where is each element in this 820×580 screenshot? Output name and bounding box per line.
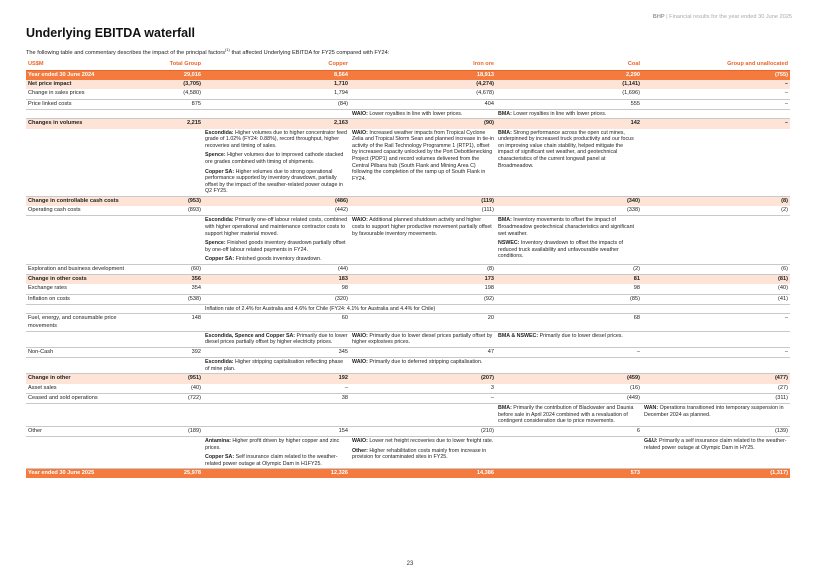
row-fy24 xyxy=(26,71,790,81)
cell-label: Net price impact xyxy=(26,80,146,89)
report-subtitle: Financial results for the year ended 30 June 2025 xyxy=(669,14,792,20)
commentary-copper xyxy=(203,129,350,197)
commentary-entity: Other: xyxy=(352,447,368,454)
cell-group: – xyxy=(642,314,790,331)
cell-copper: 183 xyxy=(203,275,350,285)
commentary-entity: BMA: xyxy=(498,404,512,411)
commentary-text: Additional planned shutdown activity and higher costs to support higher productive movement partially offset by favourable inventory movements. xyxy=(352,217,492,237)
cell-iron-ore: 173 xyxy=(350,275,496,285)
commentary-entity: BMA: xyxy=(498,129,512,136)
row-infl xyxy=(26,294,790,304)
commentary-entity: NSWEC: xyxy=(498,240,520,247)
cell-copper: 38 xyxy=(203,393,350,403)
row-fx xyxy=(26,284,790,294)
cell-group: (41) xyxy=(642,294,790,304)
cell-copper: 60 xyxy=(203,314,350,331)
commentary-text: Primarily due to lower diesel prices partially offset by higher electricity prices. xyxy=(205,332,348,346)
cell-total: (893) xyxy=(146,206,203,216)
commentary-text: Primarily due to lower diesel prices. xyxy=(538,332,623,339)
commentary-entity: WAIO: xyxy=(352,332,368,339)
commentary-text: Primarily due to deferred stripping capitalisation. xyxy=(367,359,483,366)
empty-cell xyxy=(203,109,350,119)
commentary-text: Lower royalties in line with lower prices. xyxy=(367,110,463,117)
commentary-entity: Copper SA: xyxy=(205,454,235,461)
commentary-group xyxy=(642,403,790,426)
empty-cell xyxy=(642,331,790,347)
cell-iron-ore: (4,678) xyxy=(350,89,496,99)
cell-group: (27) xyxy=(642,384,790,394)
commentary-entity: Spence: xyxy=(205,240,226,247)
commentary-entity: BMA & NSWEC: xyxy=(498,332,539,339)
ebitda-waterfall-table xyxy=(26,60,790,478)
cell-iron-ore: (207) xyxy=(350,374,496,384)
commentary-entity: BMA: xyxy=(498,217,512,224)
empty-cell xyxy=(26,331,146,347)
commentary-paragraph xyxy=(352,359,494,366)
empty-cell xyxy=(26,403,146,426)
commentary-text: Inventory drawdown to offset the impacts of reduced truck availability and unfavourable weather conditions. xyxy=(498,240,624,260)
commentary-copper xyxy=(203,216,350,265)
row-fy25 xyxy=(26,469,790,479)
row-assets xyxy=(26,384,790,394)
commentary-text: Primarily a self insurance claim related to the weather-related power outage at Olympic Dam in HY25. xyxy=(644,437,787,451)
note-row xyxy=(26,304,790,314)
row-noncash xyxy=(26,347,790,357)
commentary-text: Strong performance across the open cut mines, underpinned by increased truck productivity and our focus on improving value chain stability, helped mitigate the impact of significant wet weather, and geotechnical characteristics of the current longwall panel at Broadmeadow. xyxy=(498,129,634,169)
commentary-row xyxy=(26,109,790,119)
commentary-text: Higher profit driven by higher copper and zinc prices. xyxy=(205,437,340,451)
commentary-iron-ore xyxy=(350,436,496,468)
empty-cell xyxy=(146,129,203,197)
cell-copper: – xyxy=(203,384,350,394)
cell-label: Change in sales prices xyxy=(26,89,146,99)
commentary-paragraph xyxy=(644,405,788,418)
cell-iron-ore: (92) xyxy=(350,294,496,304)
commentary-paragraph xyxy=(205,359,348,372)
commentary-paragraph xyxy=(205,438,348,451)
cell-iron-ore: (90) xyxy=(350,119,496,129)
cell-label: Change in controllable cash costs xyxy=(26,196,146,206)
commentary-entity: Spence: xyxy=(205,152,226,159)
commentary-entity: WAN: xyxy=(644,404,659,411)
commentary-text: Primarily due to lower diesel prices partially offset by higher explosives prices. xyxy=(352,332,493,346)
column-header-copper: Copper xyxy=(203,60,350,71)
column-header-row xyxy=(26,60,790,71)
commentary-entity: WAIO: xyxy=(352,129,368,136)
column-header-group: Group and unallocated xyxy=(642,60,790,71)
cell-group: – xyxy=(642,80,790,89)
commentary-text: Inventory movements to offset the impact of Broadmeadow geotechnical characteristics and significant wet weather. xyxy=(498,217,635,237)
commentary-row xyxy=(26,331,790,347)
commentary-iron-ore xyxy=(350,331,496,347)
commentary-coal xyxy=(496,216,642,265)
cell-total: (60) xyxy=(146,264,203,274)
commentary-row xyxy=(26,129,790,197)
row-price_costs xyxy=(26,99,790,109)
cell-total: 392 xyxy=(146,347,203,357)
cell-label: Exploration and business development xyxy=(26,264,146,274)
cell-label: Non-Cash xyxy=(26,347,146,357)
row-opcash xyxy=(26,206,790,216)
commentary-coal xyxy=(496,331,642,347)
commentary-coal xyxy=(496,129,642,197)
commentary-row xyxy=(26,358,790,374)
cell-total: 356 xyxy=(146,275,203,285)
commentary-copper xyxy=(203,436,350,468)
commentary-paragraph xyxy=(352,130,494,183)
cell-coal: (338) xyxy=(496,206,642,216)
cell-coal: 68 xyxy=(496,314,642,331)
commentary-entity: Antamina: xyxy=(205,437,231,444)
page-title: Underlying EBITDA waterfall xyxy=(26,26,196,40)
cell-iron-ore: (4,274) xyxy=(350,80,496,89)
cell-coal: 142 xyxy=(496,119,642,129)
commentary-paragraph xyxy=(352,333,494,346)
empty-cell xyxy=(203,403,350,426)
commentary-paragraph xyxy=(498,130,640,170)
empty-cell xyxy=(642,109,790,119)
cell-coal: 573 xyxy=(496,469,642,479)
cell-group: (6) xyxy=(642,264,790,274)
cell-label: Change in other xyxy=(26,374,146,384)
cell-copper: 12,326 xyxy=(203,469,350,479)
empty-cell xyxy=(26,129,146,197)
cell-copper: 1,794 xyxy=(203,89,350,99)
cell-group: (755) xyxy=(642,71,790,81)
empty-cell xyxy=(146,216,203,265)
commentary-paragraph xyxy=(205,333,348,346)
commentary-paragraph xyxy=(205,130,348,150)
cell-iron-ore: (119) xyxy=(350,196,496,206)
cell-coal: (449) xyxy=(496,393,642,403)
commentary-paragraph xyxy=(498,111,640,118)
cell-group: (1,317) xyxy=(642,469,790,479)
row-npi xyxy=(26,80,790,89)
commentary-paragraph xyxy=(498,217,640,237)
commentary-text: Self insurance claim related to the weather-related power outage at Olympic Dam in H1FY25. xyxy=(205,454,338,467)
cell-iron-ore: (111) xyxy=(350,206,496,216)
commentary-coal xyxy=(496,403,642,426)
commentary-coal xyxy=(496,109,642,119)
intro-text: The following table and commentary describes the impact of the principal factors$^{(1)}$ that affected Underlying EBITDA for FY25 compared with FY24: xyxy=(26,47,390,56)
cell-copper: (320) xyxy=(203,294,350,304)
cell-group: – xyxy=(642,99,790,109)
cell-coal: 98 xyxy=(496,284,642,294)
commentary-text: Finished goods inventory drawdown partially offset by one-off labour related payments in FY24. xyxy=(205,240,346,253)
empty-cell xyxy=(146,109,203,119)
cell-iron-ore: 20 xyxy=(350,314,496,331)
cell-label: Price linked costs xyxy=(26,99,146,109)
commentary-text: Lower royalties in line with lower prices. xyxy=(511,110,607,117)
cell-total: (951) xyxy=(146,374,203,384)
commentary-paragraph xyxy=(498,405,640,425)
cell-copper: (44) xyxy=(203,264,350,274)
cell-total: (40) xyxy=(146,384,203,394)
cell-label: Year ended 30 June 2024 xyxy=(26,71,146,81)
row-controllable xyxy=(26,196,790,206)
empty-cell xyxy=(146,304,203,314)
cell-label: Change in other costs xyxy=(26,275,146,285)
cell-iron-ore: – xyxy=(350,393,496,403)
empty-cell xyxy=(26,436,146,468)
cell-coal: (2) xyxy=(496,264,642,274)
empty-cell xyxy=(496,358,642,374)
commentary-iron-ore xyxy=(350,358,496,374)
cell-group: (139) xyxy=(642,426,790,436)
brand-label: BHP xyxy=(652,14,665,20)
cell-copper: (84) xyxy=(203,99,350,109)
column-header-coal: Coal xyxy=(496,60,642,71)
cell-copper: 8,564 xyxy=(203,71,350,81)
cell-total: (538) xyxy=(146,294,203,304)
cell-coal: (85) xyxy=(496,294,642,304)
commentary-paragraph xyxy=(498,240,640,260)
commentary-paragraph xyxy=(205,454,348,467)
column-header-label: US$M xyxy=(26,60,146,71)
cell-group: (477) xyxy=(642,374,790,384)
commentary-entity: WAIO: xyxy=(352,359,368,366)
empty-cell xyxy=(26,304,146,314)
commentary-entity: G&U: xyxy=(644,437,658,444)
commentary-row xyxy=(26,436,790,468)
empty-cell xyxy=(146,403,203,426)
row-other xyxy=(26,374,790,384)
empty-cell xyxy=(146,331,203,347)
commentary-entity: BMA: xyxy=(498,110,512,117)
row-fuel xyxy=(26,314,790,331)
row-otherl xyxy=(26,426,790,436)
cell-group: – xyxy=(642,119,790,129)
row-sales_price xyxy=(26,89,790,99)
empty-cell xyxy=(146,358,203,374)
row-volumes xyxy=(26,119,790,129)
commentary-row xyxy=(26,216,790,265)
commentary-copper xyxy=(203,358,350,374)
commentary-entity: Escondida: xyxy=(205,129,234,136)
cell-copper: 1,710 xyxy=(203,80,350,89)
commentary-paragraph xyxy=(205,256,348,263)
empty-cell xyxy=(146,436,203,468)
page-number: 23 xyxy=(406,561,414,567)
commentary-paragraph xyxy=(205,240,348,253)
cell-coal: 555 xyxy=(496,99,642,109)
cell-group: – xyxy=(642,347,790,357)
cell-label: Year ended 30 June 2025 xyxy=(26,469,146,479)
cell-coal: (459) xyxy=(496,374,642,384)
commentary-text: Higher volumes due to strong operational performance supported by inventory drawdown, partially offset by the impact of the weather-related power outage in Q2 FY25. xyxy=(205,168,343,195)
commentary-paragraph xyxy=(644,438,788,451)
commentary-text: Increased weather impacts from Tropical Cyclone Zelia and Tropical Storm Sean and planned increase in tie-in activity of the Rail Technology Programme 1 (RTP1), offset by increased capacity unlocked by the Port Debottlenecking Project (PDP1) and record volumes delivered from the Central Pilbara hub (South Flank and Mining Area C) following the completion of the ramp up of South Flank in FY24. xyxy=(352,129,494,182)
cell-label: Exchange rates xyxy=(26,284,146,294)
row-othercosts xyxy=(26,275,790,285)
commentary-text: Higher stripping capitalisation reflecting phase of mine plan. xyxy=(205,359,344,372)
row-ceased xyxy=(26,393,790,403)
column-header-total: Total Group xyxy=(146,60,203,71)
commentary-iron-ore xyxy=(350,109,496,119)
cell-total: 29,016 xyxy=(146,71,203,81)
commentary-group xyxy=(642,436,790,468)
cell-coal: 81 xyxy=(496,275,642,285)
cell-label: Operating cash costs xyxy=(26,206,146,216)
column-header-iron-ore: Iron ore xyxy=(350,60,496,71)
commentary-text: Higher volumes due to improved cathode stacked ore grades combined with timing of shipments. xyxy=(205,152,344,165)
cell-total: 2,215 xyxy=(146,119,203,129)
commentary-text: Primarily one-off labour related costs, combined with higher operational and maintenance contractor costs to support higher material moved. xyxy=(205,217,348,237)
commentary-entity: WAIO: xyxy=(352,437,368,444)
cell-label: Inflation on costs xyxy=(26,294,146,304)
cell-group: (2) xyxy=(642,206,790,216)
cell-coal: 6 xyxy=(496,426,642,436)
cell-copper: (442) xyxy=(203,206,350,216)
empty-cell xyxy=(642,358,790,374)
cell-total: 354 xyxy=(146,284,203,294)
cell-label: Changes in volumes xyxy=(26,119,146,129)
commentary-text: Finished goods inventory drawdown. xyxy=(234,256,322,263)
cell-copper: 345 xyxy=(203,347,350,357)
row-explor xyxy=(26,264,790,274)
commentary-paragraph xyxy=(352,448,494,461)
empty-cell xyxy=(26,109,146,119)
cell-coal: (1,696) xyxy=(496,89,642,99)
commentary-paragraph xyxy=(205,217,348,237)
empty-cell xyxy=(26,358,146,374)
commentary-copper xyxy=(203,331,350,347)
empty-cell xyxy=(350,403,496,426)
commentary-text: Primarily the contribution of Blackwater and Daunia before sale in April 2024 combined with a revaluation of contingent consideration due to price movements. xyxy=(498,404,634,425)
commentary-entity: Escondida, Spence and Copper SA: xyxy=(205,332,296,339)
running-header: BHP | Financial results for the year ended 30 June 2025 xyxy=(652,14,792,20)
commentary-entity: Escondida: xyxy=(205,359,234,366)
commentary-paragraph xyxy=(498,333,640,340)
cell-total: 875 xyxy=(146,99,203,109)
commentary-text: Operations transitioned into temporary suspension in December 2024 as planned. xyxy=(644,404,784,418)
commentary-entity: Copper SA: xyxy=(205,256,235,263)
cell-coal: 2,290 xyxy=(496,71,642,81)
cell-total: 25,978 xyxy=(146,469,203,479)
inflation-note: Inflation rate of 2.4% for Australia and 4.6% for Chile (FY24: 4.1% for Australia and 4.4% for Chile) xyxy=(203,304,790,314)
commentary-entity: Copper SA: xyxy=(205,168,235,175)
footnote-marker: (1) xyxy=(225,47,230,52)
cell-coal: – xyxy=(496,347,642,357)
cell-label: Ceased and sold operations xyxy=(26,393,146,403)
cell-label: Fuel, energy, and consumable price movements xyxy=(26,314,146,331)
cell-iron-ore: 18,913 xyxy=(350,71,496,81)
cell-group: (311) xyxy=(642,393,790,403)
cell-coal: (340) xyxy=(496,196,642,206)
cell-group: – xyxy=(642,89,790,99)
commentary-entity: WAIO: xyxy=(352,217,368,224)
empty-cell xyxy=(642,216,790,265)
commentary-paragraph xyxy=(352,438,494,445)
cell-copper: 98 xyxy=(203,284,350,294)
commentary-entity: WAIO: xyxy=(352,110,368,117)
empty-cell xyxy=(496,436,642,468)
cell-copper: (486) xyxy=(203,196,350,206)
cell-total: 148 xyxy=(146,314,203,331)
empty-cell xyxy=(26,216,146,265)
cell-iron-ore: 3 xyxy=(350,384,496,394)
cell-group: (81) xyxy=(642,275,790,285)
commentary-paragraph xyxy=(205,169,348,195)
commentary-text: Lower net freight recoveries due to lower freight rate. xyxy=(367,437,494,444)
commentary-row xyxy=(26,403,790,426)
empty-cell xyxy=(642,129,790,197)
cell-coal: (1,141) xyxy=(496,80,642,89)
cell-iron-ore: 47 xyxy=(350,347,496,357)
cell-copper: 154 xyxy=(203,426,350,436)
cell-label: Asset sales xyxy=(26,384,146,394)
cell-iron-ore: (210) xyxy=(350,426,496,436)
cell-total: (3,705) xyxy=(146,80,203,89)
cell-iron-ore: 198 xyxy=(350,284,496,294)
commentary-paragraph xyxy=(352,111,494,118)
commentary-paragraph xyxy=(205,152,348,165)
commentary-text: Higher rehabilitation costs mainly from increase in provision for contaminated sites in FY25. xyxy=(352,447,487,461)
commentary-paragraph xyxy=(352,217,494,237)
cell-group: (40) xyxy=(642,284,790,294)
commentary-entity: Escondida: xyxy=(205,217,234,224)
commentary-text: Higher volumes due to higher concentrator feed grade of 1.02% (FY24: 0.88%), record throughput, higher recoveries and timing of sales. xyxy=(205,129,347,149)
cell-group: (8) xyxy=(642,196,790,206)
cell-total: (4,580) xyxy=(146,89,203,99)
cell-coal: (16) xyxy=(496,384,642,394)
cell-label: Other xyxy=(26,426,146,436)
cell-copper: 2,163 xyxy=(203,119,350,129)
commentary-iron-ore xyxy=(350,129,496,197)
cell-total: (722) xyxy=(146,393,203,403)
cell-total: (953) xyxy=(146,196,203,206)
commentary-iron-ore xyxy=(350,216,496,265)
cell-iron-ore: 404 xyxy=(350,99,496,109)
cell-iron-ore: 14,386 xyxy=(350,469,496,479)
cell-iron-ore: (8) xyxy=(350,264,496,274)
cell-copper: 192 xyxy=(203,374,350,384)
cell-total: (189) xyxy=(146,426,203,436)
